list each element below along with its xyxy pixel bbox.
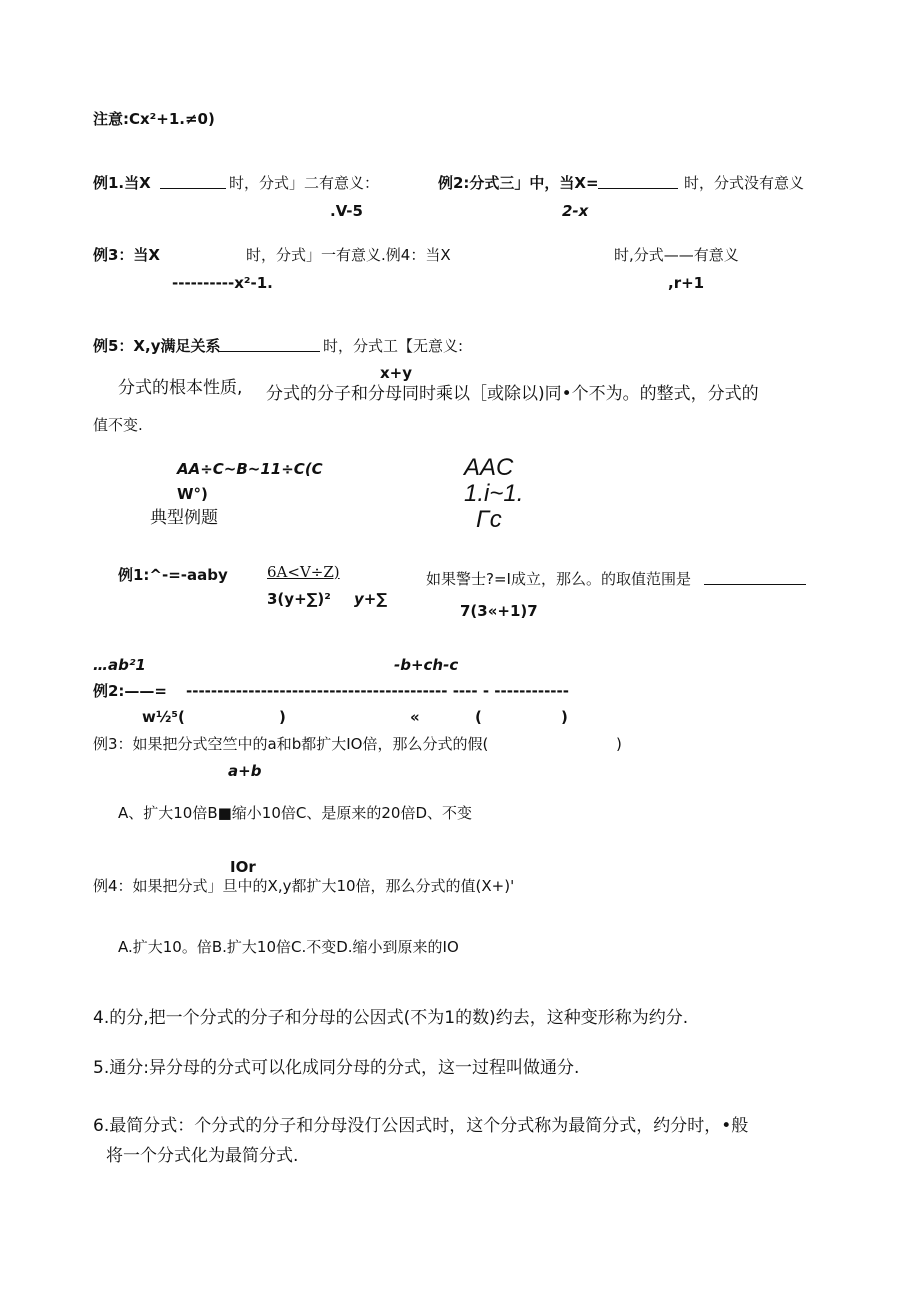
- paragraph-4: 4.的分,把一个分式的分子和分母的公因式(不为1的数)约去，这种变形称为约分.: [93, 1008, 689, 1028]
- blank-1: [160, 174, 226, 189]
- typical-example-2-denominator: w½⁵(: [142, 708, 185, 726]
- typical-example-3-denominator: a+b: [228, 762, 262, 780]
- formula-right-1: AAC: [464, 454, 514, 481]
- typical-example-3-close: ): [616, 735, 622, 753]
- example-2: 例2:分式三」中，当X=: [438, 174, 599, 192]
- example-1: 例1.当X: [93, 174, 151, 192]
- example-5-denominator: x+y: [380, 364, 413, 382]
- example-2-tail: 时，分式没有意义: [684, 174, 805, 192]
- example-3-mid: 时，分式」一有意义.例4：当X: [246, 246, 451, 264]
- typical-example-3-options: A、扩大10倍B■缩小10倍C、是原来的20倍D、不变: [118, 804, 473, 822]
- typical-example-1-condition-denominator: 7(3«+1)7: [460, 602, 538, 620]
- example-5-tail: 时，分式工【无意义:: [323, 337, 464, 355]
- typical-example-4-top: IOr: [230, 858, 256, 876]
- note-line: 注意:Cx²+1.≠0): [93, 110, 215, 128]
- typical-examples-title: 典型例题: [150, 508, 218, 528]
- formula-right-3: Γc: [476, 506, 502, 533]
- example-1-tail: 时，分式」二有意义：: [229, 174, 380, 192]
- formula-left-1: AA÷C~B~11÷C(C: [177, 460, 323, 478]
- typical-example-2-paren-2: (: [475, 708, 482, 726]
- blank-2: [598, 174, 678, 189]
- typical-example-1-fraction-top: 6A<V÷Z): [267, 563, 340, 581]
- paragraph-5: 5.通分:异分母的分式可以化成同分母的分式，这一过程叫做通分.: [93, 1058, 580, 1078]
- typical-example-2-paren-1: ): [279, 708, 286, 726]
- typical-example-1-fraction-bottom: 3(y+∑)²: [267, 590, 331, 608]
- typical-example-4: 例4：如果把分式」旦中的X,y都扩大10倍，那么分式的值(X+)': [93, 877, 515, 895]
- example-2-denominator: 2-x: [562, 202, 589, 220]
- paragraph-6-continued: 将一个分式化为最简分式.: [106, 1146, 299, 1166]
- typical-example-2-dashes: ------------------------------------------ ---- - ------------: [186, 682, 569, 700]
- basic-property-text: 分式的分子和分母同时乘以［或除以)同•个不为。的整式，分式的: [266, 384, 759, 404]
- typical-example-1: 例1:^-=-aaby: [118, 566, 228, 584]
- example-4-denominator: ,r+1: [668, 274, 705, 292]
- example-5: 例5：X,y满足关系: [93, 337, 221, 355]
- blank-5: [218, 337, 320, 352]
- paragraph-6: 6.最简分式：个分式的分子和分母没仃公因式时，这个分式称为最简分式，约分时，•般: [93, 1116, 749, 1136]
- typical-example-2-top-right: -b+ch-c: [394, 656, 459, 674]
- typical-example-2-top-left: …ab²1: [93, 656, 146, 674]
- typical-example-1-condition: 如果警士?=I成立，那么。的取值范围是: [426, 570, 691, 588]
- basic-property-title: 分式的根本性质,: [118, 378, 243, 398]
- typical-example-3: 例3：如果把分式空竺中的a和b都扩大IO倍，那么分式的假(: [93, 735, 489, 753]
- typical-example-4-options: A.扩大10。倍B.扩大10倍C.不变D.缩小到原来的IO: [118, 938, 459, 956]
- formula-left-2: W°): [177, 485, 208, 503]
- example-3: 例3：当X: [93, 246, 161, 264]
- blank-typical-1: [704, 570, 806, 585]
- example-1-denominator: .V-5: [330, 202, 363, 220]
- typical-example-1-y: y+∑: [354, 590, 388, 608]
- typical-example-2-paren-3: ): [561, 708, 568, 726]
- typical-example-2: 例2:——=: [93, 682, 168, 700]
- basic-property-text-2: 值不变.: [93, 416, 143, 434]
- example-4-tail: 时,分式——有意义: [614, 246, 739, 264]
- formula-right-2: 1.i~1.: [464, 480, 524, 507]
- typical-example-2-quote: «: [410, 708, 420, 726]
- example-3-denominator: ----------x²-1.: [172, 274, 273, 292]
